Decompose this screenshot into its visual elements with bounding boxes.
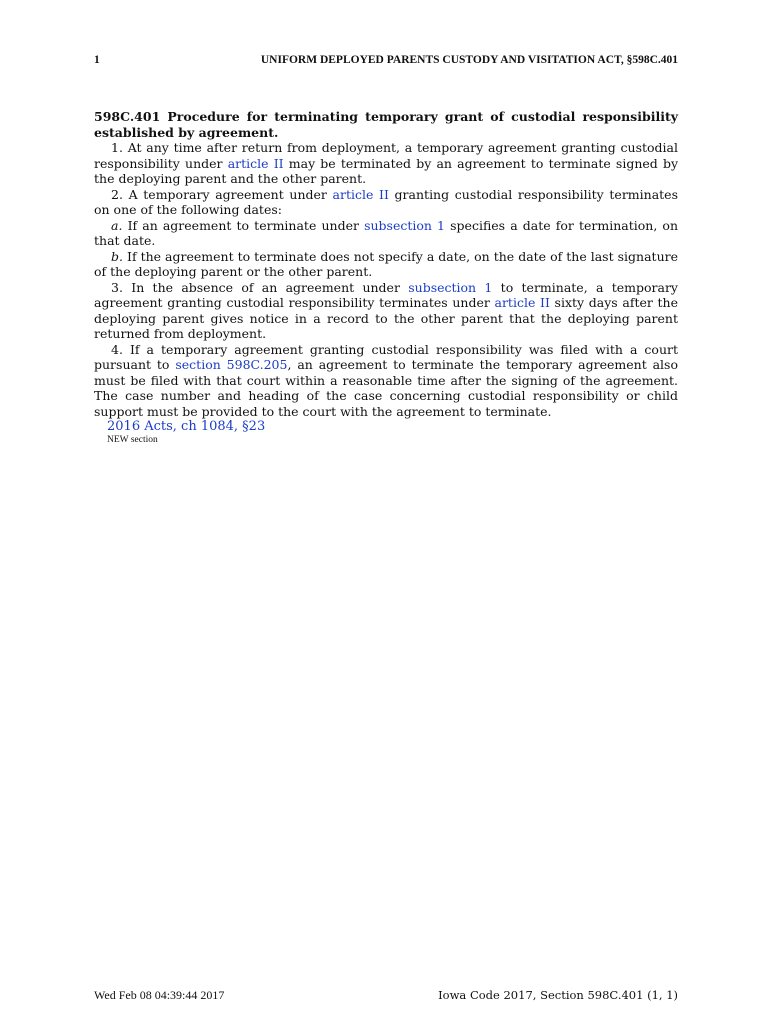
paragraph-text: If a temporary agreement granting custodial responsibility was filed with a court pursuant to	[94, 341, 678, 372]
section-heading: 598C.401 Procedure for terminating temporary grant of custodial responsibility established by agreement.	[94, 109, 678, 140]
paragraph-text: to terminate, a temporary agreement granting custodial responsibility terminates under	[94, 279, 678, 310]
paragraph-number: 1.	[111, 140, 123, 155]
link-subsection-1[interactable]: subsection 1	[408, 279, 493, 295]
paragraph-text: A temporary agreement under	[128, 186, 333, 202]
paragraph-letter: b.	[111, 248, 123, 264]
link-article-ii[interactable]: article II	[332, 186, 389, 202]
paragraph-4	[94, 342, 678, 420]
running-title: UNIFORM DEPLOYED PARENTS CUSTODY AND VISITATION ACT, §598C.401	[260, 54, 678, 66]
paragraph-number: 2.	[111, 186, 123, 202]
paragraph-text: , an agreement to terminate the temporary agreement also must be filed with that court within a reasonable time after the signing of the agreement. The case number and heading of the case concerning custodial responsibility or child support must be provided to the court with the agreement to terminate.	[94, 357, 678, 419]
source-citation-link[interactable]: 2016 Acts, ch 1084, §23	[107, 419, 266, 434]
paragraph-text: granting custodial responsibility terminates on one of the following dates:	[94, 186, 678, 217]
link-article-ii[interactable]: article II	[494, 295, 550, 310]
paragraph-text: If the agreement to terminate does not specify a date, on the date of the last signature of the deploying parent or the other parent.	[94, 248, 678, 279]
paragraph-text: may be terminated by an agreement to terminate signed by the deploying parent and the other parent.	[94, 155, 679, 186]
paragraph-2b	[94, 249, 678, 280]
paragraph-1	[94, 140, 678, 187]
running-header	[94, 54, 678, 70]
footer-citation: Iowa Code 2017, Section 598C.401 (1, 1)	[438, 988, 678, 1002]
link-subsection-1[interactable]: subsection 1	[364, 217, 446, 233]
paragraph-2	[94, 187, 678, 218]
paragraph-2a	[94, 218, 678, 249]
section-note: NEW section	[107, 434, 158, 445]
paragraph-letter: a.	[111, 217, 123, 233]
link-article-ii[interactable]: article II	[227, 155, 284, 171]
footer-timestamp: Wed Feb 08 04:39:44 2017	[94, 988, 225, 1002]
paragraph-text: If an agreement to terminate under	[127, 217, 365, 233]
page-footer	[94, 988, 678, 1004]
paragraph-text: specifies a date for termination, on that date.	[94, 217, 679, 248]
paragraph-text: At any time after return from deployment, a temporary agreement granting custodial responsibility under	[94, 140, 678, 171]
paragraph-text: In the absence of an agreement under	[131, 279, 409, 295]
section-body	[94, 109, 678, 446]
paragraph-3	[94, 280, 678, 342]
link-section-598c-205[interactable]: section 598C.205	[175, 357, 288, 372]
paragraph-text: sixty days after the deploying parent gives notice in a record to the other parent that the deploying parent returned from deployment.	[94, 295, 678, 341]
page-number: 1	[94, 54, 100, 66]
paragraph-number: 4.	[111, 341, 123, 357]
paragraph-number: 3.	[111, 279, 123, 295]
